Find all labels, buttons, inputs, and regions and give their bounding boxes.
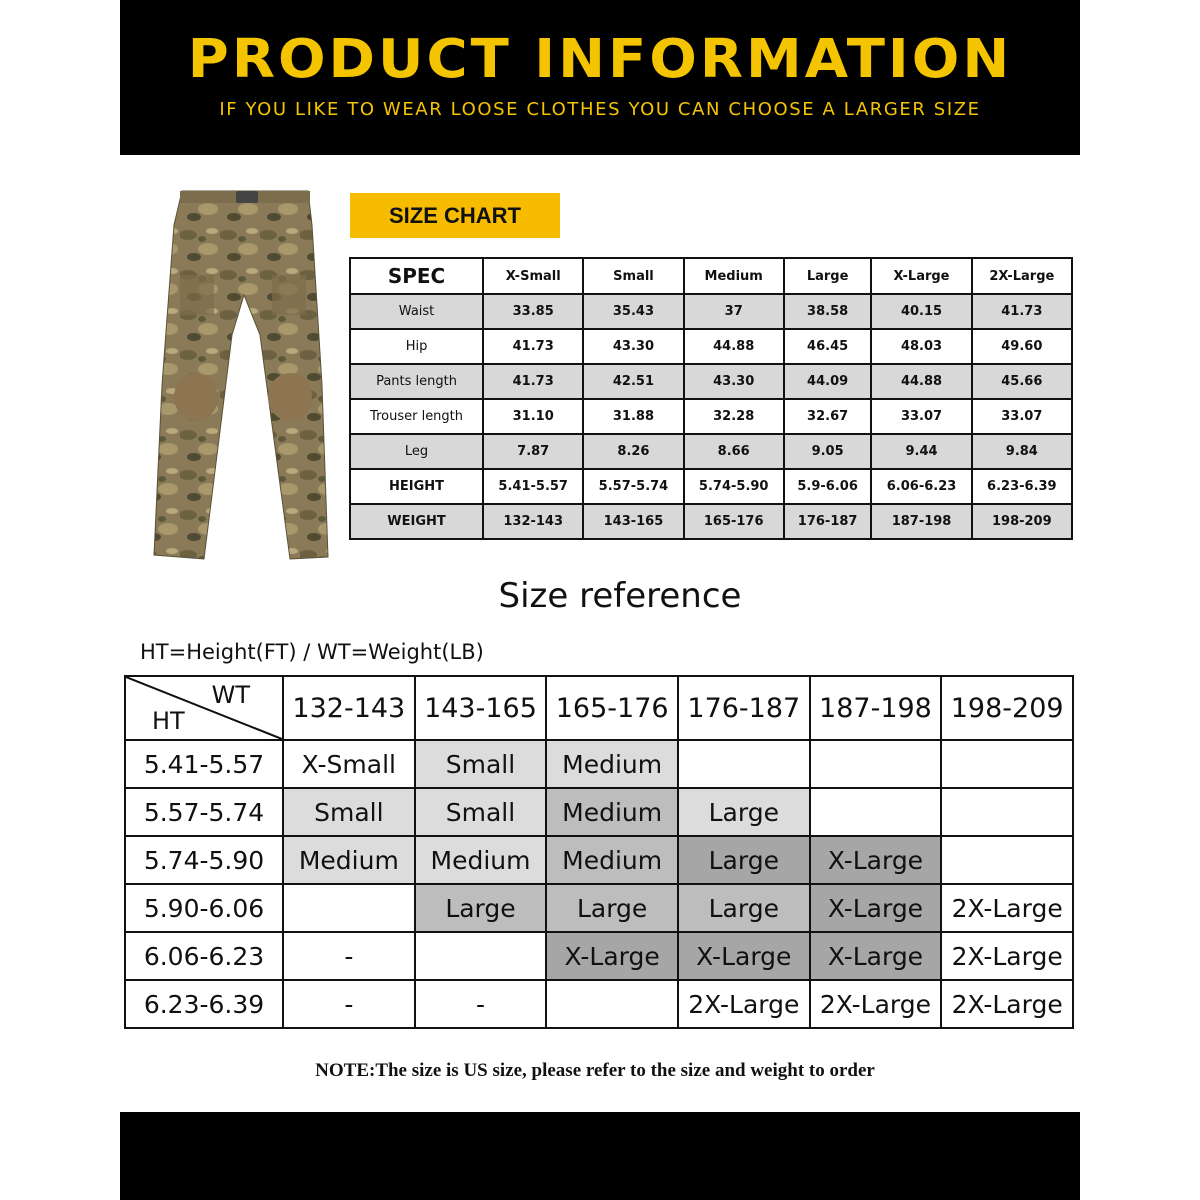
table-cell: 198-209 — [972, 504, 1072, 539]
table-cell: 6.23-6.39 — [972, 469, 1072, 504]
size-chart-label: SIZE CHART — [350, 193, 560, 238]
size-cell — [546, 980, 678, 1028]
table-cell: 132-143 — [483, 504, 583, 539]
size-cell: X-Large — [678, 932, 810, 980]
size-cell: X-Small — [283, 740, 415, 788]
table-cell: 5.74-5.90 — [684, 469, 784, 504]
table-cell: 6.06-6.23 — [871, 469, 971, 504]
size-reference-legend: HT=Height(FT) / WT=Weight(LB) — [140, 640, 484, 664]
size-cell: Small — [415, 788, 547, 836]
row-label: Hip — [350, 329, 483, 364]
table-cell: 40.15 — [871, 294, 971, 329]
size-reference-title: Size reference — [498, 576, 742, 616]
size-cell: Large — [678, 884, 810, 932]
table-cell: 32.28 — [684, 399, 784, 434]
table-cell: 143-165 — [583, 504, 683, 539]
row-label: Waist — [350, 294, 483, 329]
table-cell: 33.07 — [972, 399, 1072, 434]
table-cell: 46.45 — [784, 329, 872, 364]
size-cell: 2X-Large — [941, 884, 1073, 932]
table-cell: 8.66 — [684, 434, 784, 469]
weight-header: 187-198 — [810, 676, 942, 740]
size-cell: X-Large — [810, 932, 942, 980]
size-cell: - — [415, 980, 547, 1028]
size-cell: Large — [415, 884, 547, 932]
height-label: 5.74-5.90 — [125, 836, 283, 884]
size-cell — [678, 740, 810, 788]
size-cell: X-Large — [810, 884, 942, 932]
size-cell — [810, 740, 942, 788]
camo-pants-image — [140, 185, 340, 565]
table-cell: 43.30 — [583, 329, 683, 364]
table-cell: 9.84 — [972, 434, 1072, 469]
size-cell: Large — [546, 884, 678, 932]
table-cell: 43.30 — [684, 364, 784, 399]
table-cell: 38.58 — [784, 294, 872, 329]
size-cell: Large — [678, 788, 810, 836]
column-header: 2X-Large — [972, 258, 1072, 294]
weight-header: 132-143 — [283, 676, 415, 740]
table-row — [125, 932, 1073, 980]
table-cell: 31.10 — [483, 399, 583, 434]
weight-header: 165-176 — [546, 676, 678, 740]
table-cell: 9.05 — [784, 434, 872, 469]
table-cell: 187-198 — [871, 504, 971, 539]
table-row — [350, 434, 1072, 469]
size-cell: 2X-Large — [678, 980, 810, 1028]
row-label: WEIGHT — [350, 504, 483, 539]
table-row — [125, 836, 1073, 884]
size-note: NOTE:The size is US size, please refer to the size and weight to order — [315, 1060, 875, 1081]
size-cell — [941, 788, 1073, 836]
size-cell: Large — [678, 836, 810, 884]
column-header: X-Large — [871, 258, 971, 294]
size-reference-table — [124, 675, 1074, 1029]
banner-title: PRODUCT INFORMATION — [187, 28, 1013, 91]
table-cell: 49.60 — [972, 329, 1072, 364]
corner-ht-label: HT — [152, 707, 185, 735]
table-row — [350, 504, 1072, 539]
table-cell: 37 — [684, 294, 784, 329]
table-cell: 33.85 — [483, 294, 583, 329]
table-row — [350, 364, 1072, 399]
table-row — [350, 469, 1072, 504]
bottom-banner — [120, 1112, 1080, 1200]
column-header: Small — [583, 258, 683, 294]
table-cell: 9.44 — [871, 434, 971, 469]
banner-subtitle: IF YOU LIKE TO WEAR LOOSE CLOTHES YOU CAN CHOOSE A LARGER SIZE — [219, 99, 981, 120]
size-cell — [415, 932, 547, 980]
top-banner — [120, 0, 1080, 155]
table-cell: 41.73 — [483, 364, 583, 399]
row-label: HEIGHT — [350, 469, 483, 504]
table-cell: 35.43 — [583, 294, 683, 329]
table-cell: 48.03 — [871, 329, 971, 364]
size-cell: Small — [283, 788, 415, 836]
table-row — [125, 740, 1073, 788]
weight-header: 198-209 — [941, 676, 1073, 740]
table-cell: 44.88 — [684, 329, 784, 364]
table-cell: 8.26 — [583, 434, 683, 469]
column-header: X-Small — [483, 258, 583, 294]
table-row — [125, 788, 1073, 836]
table-cell: 7.87 — [483, 434, 583, 469]
size-cell: 2X-Large — [810, 980, 942, 1028]
column-header: Large — [784, 258, 872, 294]
size-cell: Medium — [546, 788, 678, 836]
size-cell: Medium — [546, 836, 678, 884]
table-cell: 31.88 — [583, 399, 683, 434]
size-cell — [810, 788, 942, 836]
table-cell: 32.67 — [784, 399, 872, 434]
table-cell: 45.66 — [972, 364, 1072, 399]
row-label: Pants length — [350, 364, 483, 399]
column-header: Medium — [684, 258, 784, 294]
size-cell: - — [283, 980, 415, 1028]
size-cell: Small — [415, 740, 547, 788]
height-label: 6.06-6.23 — [125, 932, 283, 980]
weight-header-row — [125, 676, 1073, 740]
height-label: 5.90-6.06 — [125, 884, 283, 932]
size-cell: - — [283, 932, 415, 980]
size-cell: X-Large — [546, 932, 678, 980]
size-cell: X-Large — [810, 836, 942, 884]
spec-header-row — [350, 258, 1072, 294]
size-cell: Medium — [415, 836, 547, 884]
table-row — [350, 329, 1072, 364]
height-label: 5.41-5.57 — [125, 740, 283, 788]
table-row — [350, 294, 1072, 329]
row-label: Leg — [350, 434, 483, 469]
size-cell — [941, 836, 1073, 884]
corner-wt-label: WT — [211, 681, 250, 709]
size-cell — [283, 884, 415, 932]
table-cell: 44.09 — [784, 364, 872, 399]
table-cell: 176-187 — [784, 504, 872, 539]
size-cell — [941, 740, 1073, 788]
table-row — [125, 884, 1073, 932]
corner-diagonal — [126, 677, 282, 739]
size-cell: Medium — [283, 836, 415, 884]
table-row — [125, 980, 1073, 1028]
table-cell: 41.73 — [972, 294, 1072, 329]
table-cell: 165-176 — [684, 504, 784, 539]
height-label: 6.23-6.39 — [125, 980, 283, 1028]
table-cell: 5.57-5.74 — [583, 469, 683, 504]
size-chart-table — [349, 257, 1073, 540]
table-cell: 42.51 — [583, 364, 683, 399]
table-cell: 41.73 — [483, 329, 583, 364]
table-cell: 33.07 — [871, 399, 971, 434]
size-cell: 2X-Large — [941, 980, 1073, 1028]
table-corner — [125, 676, 283, 740]
spec-header: SPEC — [350, 258, 483, 294]
table-cell: 44.88 — [871, 364, 971, 399]
weight-header: 176-187 — [678, 676, 810, 740]
table-cell: 5.9-6.06 — [784, 469, 872, 504]
size-cell: 2X-Large — [941, 932, 1073, 980]
table-cell: 5.41-5.57 — [483, 469, 583, 504]
weight-header: 143-165 — [415, 676, 547, 740]
table-row — [350, 399, 1072, 434]
row-label: Trouser length — [350, 399, 483, 434]
height-label: 5.57-5.74 — [125, 788, 283, 836]
size-cell: Medium — [546, 740, 678, 788]
